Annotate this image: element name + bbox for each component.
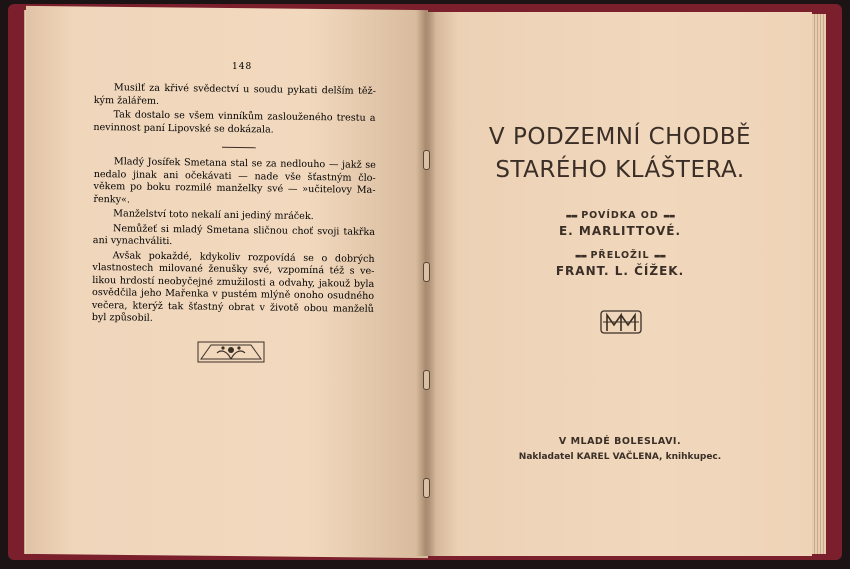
decorative-dash-icon: ▬▬ (565, 211, 577, 220)
translated-by-label: PŘELOŽIL (590, 250, 650, 261)
publisher-line: Nakladatel KAREL VAČLENA, knihkupec. (518, 452, 722, 462)
decorative-dash-icon: ▬▬ (663, 211, 675, 220)
right-page-edges (812, 14, 826, 554)
decorative-dash-icon: ▬▬ (574, 251, 587, 260)
binding-stitch (423, 478, 430, 498)
text-block-bottom (92, 156, 376, 328)
book-gutter (416, 10, 436, 556)
paragraph: Nemůžeť si mladý Smetana sličnou choť svoji takřka ani vynachváliti. (92, 222, 376, 248)
publisher-monogram-icon (599, 309, 643, 335)
paragraph: Mladý Josífek Smetana stal se za nedlouho — jakž se nedalo jinak ani očekávati — nade vše šťastným člo-věkem po boku rozmilé manželky své — »učitelovy Ma-řenky«. (93, 156, 376, 206)
page-number: 148 (232, 62, 253, 72)
paragraph: Tak dostalo se všem vinníkům zaslouženého trestu a nevinnost paní Lipovské se dokázala. (93, 109, 376, 136)
paragraph: Avšak pokaždé, kdykoliv rozpovídá se o dobrých vlastnostech milované ženušky své, vzpomíná též s ve-likou hrdostí neobyčejné zmužilosti a odvahy, jakouž byla osvědčila jeho Mařenka v pustém mlýně onoho osudného večera, kterýž tak šťastný obrat v životě obou manželů byl způsobil. (91, 249, 375, 324)
book-title-line-2: STARÉHO KLÁŠTERA. (495, 157, 745, 183)
author-name: E. MARLITTOVÉ. (558, 224, 682, 238)
translator-label-line (440, 250, 800, 261)
tailpiece-ornament-icon (197, 341, 265, 363)
right-page (428, 12, 812, 556)
binding-stitch (423, 370, 430, 390)
genre-line (440, 210, 800, 221)
binding-stitch (423, 262, 430, 282)
paragraph: Musilť za křivé svědectví u soudu pykati delším těž-kým žalářem. (93, 82, 376, 107)
translator-name: FRANT. L. ČÍŽEK. (555, 264, 685, 278)
publication-place: V MLADÉ BOLESLAVI. (558, 436, 682, 447)
text-block-top (93, 82, 376, 138)
paragraph: Manželství toto nekalí ani jediný mráček. (113, 208, 314, 223)
binding-stitch (423, 150, 430, 170)
book-title-line-1: V PODZEMNÍ CHODBĚ (488, 124, 752, 150)
decorative-dash-icon: ▬▬ (653, 251, 666, 260)
genre-label: POVÍDKA OD (581, 210, 659, 221)
